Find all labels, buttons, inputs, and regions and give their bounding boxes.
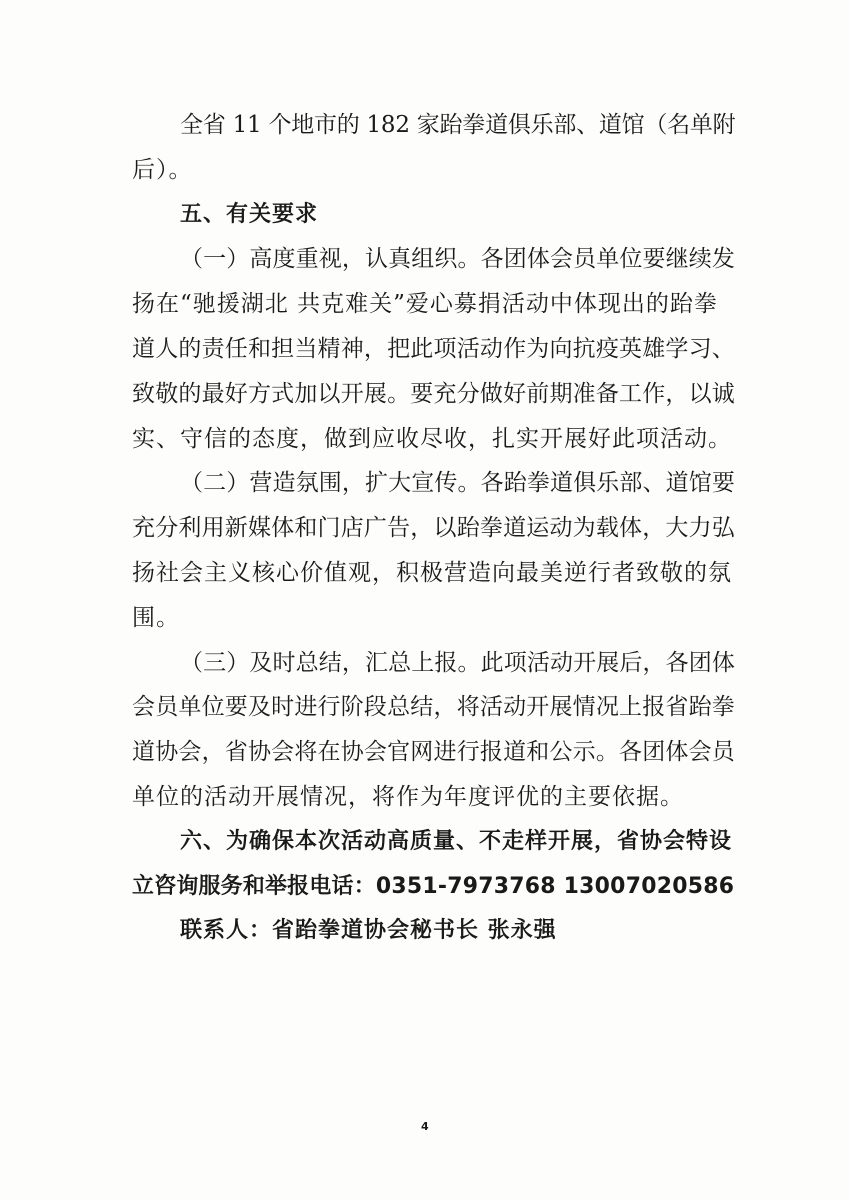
body-line-15: 道协会，省协会将在协会官网进行报道和公示。各团体会员 xyxy=(132,739,735,765)
body-line-16: 单位的活动开展情况，将作为年度评优的主要依据。 xyxy=(132,784,684,810)
body-line-4: （一）高度重视，认真组织。各团体会员单位要继续发 xyxy=(180,246,735,272)
body-line-7: 致敬的最好方式加以开展。要充分做好前期准备工作，以诚 xyxy=(132,381,735,407)
body-line-11: 扬社会主义核心价值观，积极营造向最美逆行者致敬的氛 xyxy=(132,560,732,586)
body-line-9: （二）营造氛围，扩大宣传。各跆拳道俱乐部、道馆要 xyxy=(180,470,735,496)
section-heading-6: 六、为确保本次活动高质量、不走样开展，省协会特设 xyxy=(180,829,733,854)
body-line-10: 充分利用新媒体和门店广告，以跆拳道运动为载体，大力弘 xyxy=(132,515,735,541)
body-line-5: 扬在“驰援湖北 共克难关”爱心募捐活动中体现出的跆拳 xyxy=(132,291,718,317)
body-line-14: 会员单位要及时进行阶段总结，将活动开展情况上报省跆拳 xyxy=(132,694,735,720)
contact-person-line: 联系人：省跆拳道协会秘书长 张永强 xyxy=(180,918,557,943)
body-line-2: 后）。 xyxy=(132,157,193,183)
section-heading-5: 五、有关要求 xyxy=(180,202,319,227)
hotline-line: 立咨询服务和举报电话：0351-7973768 13007020586 xyxy=(132,874,735,899)
body-line-12: 围。 xyxy=(132,605,180,631)
page-number: 4 xyxy=(421,1120,429,1133)
body-line-1: 全省 11 个地市的 182 家跆拳道俱乐部、道馆（名单附 xyxy=(180,112,736,138)
body-line-13: （三）及时总结，汇总上报。此项活动开展后，各团体 xyxy=(180,650,735,676)
body-line-8: 实、守信的态度，做到应收尽收，扎实开展好此项活动。 xyxy=(132,426,732,452)
body-line-6: 道人的责任和担当精神，把此项活动作为向抗疫英雄学习、 xyxy=(132,336,735,362)
